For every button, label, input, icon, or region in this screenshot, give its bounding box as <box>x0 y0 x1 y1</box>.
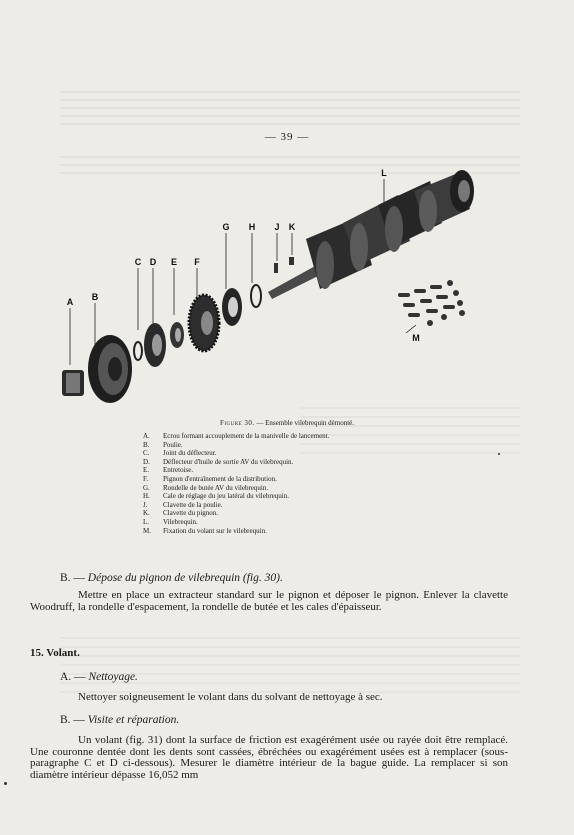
section-15-heading: 15. Volant. <box>30 647 80 659</box>
legend-key: L. <box>143 517 150 526</box>
subsection-b-body: Un volant (fig. 31) dont la surface de friction est exagérément usée ou rayée doit être remplacé. Une couronne dentée dont les dents sont cassées, ébréchées ou exagérément usées est à remplacer (sous-paragraphe C et D ci-dessous). Mesurer le diamètre intérieur de la bague guide. La remplacer si son diamètre intérieur dépasse 16,052 mm <box>30 734 508 781</box>
legend-item <box>143 492 473 501</box>
legend-key: H. <box>143 492 150 501</box>
legend-key: D. <box>143 457 150 466</box>
subsection-a-prefix: A. — <box>60 671 86 683</box>
legend-text: Joint du déflecteur. <box>163 449 217 458</box>
legend-text: Déflecteur d'huile de sortie AV du vilebrequin. <box>163 457 294 466</box>
section-b-prefix: B. — <box>60 572 85 584</box>
pulley-b <box>88 335 132 403</box>
bleed-through-band <box>60 85 520 125</box>
subsection-b-heading <box>60 714 179 726</box>
legend-key: J. <box>143 500 148 509</box>
legend-key: E. <box>143 466 150 475</box>
subsection-a-heading <box>60 671 138 683</box>
subsection-a-title: Nettoyage. <box>88 671 138 683</box>
figure-legend <box>143 432 473 535</box>
legend-key: A. <box>143 432 150 440</box>
label-k: K <box>288 222 296 232</box>
shim-h <box>251 285 261 307</box>
legend-item <box>143 475 473 484</box>
legend-key: K. <box>143 509 150 518</box>
label-m: M <box>412 333 420 343</box>
label-b: B <box>91 292 99 302</box>
gear-f <box>189 295 219 351</box>
legend-item <box>143 441 473 450</box>
legend-item <box>143 518 473 527</box>
label-e: E <box>170 257 178 267</box>
legend-text: Vilebrequin. <box>163 517 198 526</box>
crankshaft-l <box>268 170 474 299</box>
key-j <box>274 263 278 273</box>
legend-text: Rondelle de butée AV du vilebrequin. <box>163 483 269 492</box>
legend-item <box>143 432 473 441</box>
legend-item <box>143 509 473 518</box>
label-h: H <box>248 222 256 232</box>
bleed-through-band <box>60 630 520 700</box>
deflector-d <box>144 323 166 367</box>
crankshaft-exploded-view <box>58 165 498 425</box>
gasket-c <box>134 342 142 360</box>
figure-caption-label: Figure 30. <box>219 419 255 427</box>
legend-key: C. <box>143 449 150 458</box>
legend-text: Entretoise. <box>163 466 194 475</box>
label-l: L <box>381 168 387 178</box>
legend-item <box>143 458 473 467</box>
subsection-b-title: Visite et réparation. <box>87 714 180 726</box>
nut-a <box>62 370 84 396</box>
legend-item <box>143 466 473 475</box>
legend-key: B. <box>143 440 150 449</box>
page-number: — 39 — <box>264 131 310 143</box>
label-c: C <box>134 257 142 267</box>
section-b-heading <box>60 572 283 584</box>
legend-key: F. <box>143 474 149 483</box>
legend-item <box>143 449 473 458</box>
legend-text: Pignon d'entraînement de la distribution. <box>163 474 277 483</box>
section-b-title: Dépose du pignon de vilebrequin (fig. 30). <box>87 572 283 584</box>
figure-caption <box>0 419 574 427</box>
label-j: J <box>274 222 280 232</box>
label-f: F <box>194 257 200 267</box>
legend-text: Poulie. <box>163 440 183 449</box>
label-d: D <box>149 257 157 267</box>
legend-item <box>143 527 473 536</box>
label-a: A <box>66 297 74 307</box>
legend-key: G. <box>143 483 150 492</box>
section-b-body: Mettre en place un extracteur standard sur le pignon et déposer le pignon. Enlever la clavette Woodruff, la rondelle d'espacement, la rondelle de butée et les cales d'épaisseur. <box>30 589 508 613</box>
key-k <box>289 257 294 265</box>
label-g: G <box>222 222 230 232</box>
figure-caption-text: — Ensemble vilebrequin démonté. <box>256 419 354 427</box>
legend-text: Clavette du pignon. <box>163 509 219 518</box>
legend-text: Cale de réglage du jeu latéral du vilebrequin. <box>163 492 289 501</box>
subsection-b-prefix: B. — <box>60 714 85 726</box>
legend-text: Fixation du volant sur le vilebrequin. <box>163 526 267 535</box>
subsection-a-body: Nettoyer soigneusement le volant dans du solvant de nettoyage à sec. <box>78 691 383 703</box>
legend-key: M. <box>143 526 151 535</box>
legend-item <box>143 484 473 493</box>
ink-speck <box>498 453 500 455</box>
legend-text: Clavette de la poulie. <box>163 500 223 509</box>
bolts-m <box>398 280 465 326</box>
legend-item <box>143 501 473 510</box>
spacer-e <box>170 322 184 348</box>
washer-g <box>222 288 242 326</box>
legend-text: Ecrou formant accouplement de la manivelle de lancement. <box>163 432 330 440</box>
ink-speck <box>4 782 7 785</box>
